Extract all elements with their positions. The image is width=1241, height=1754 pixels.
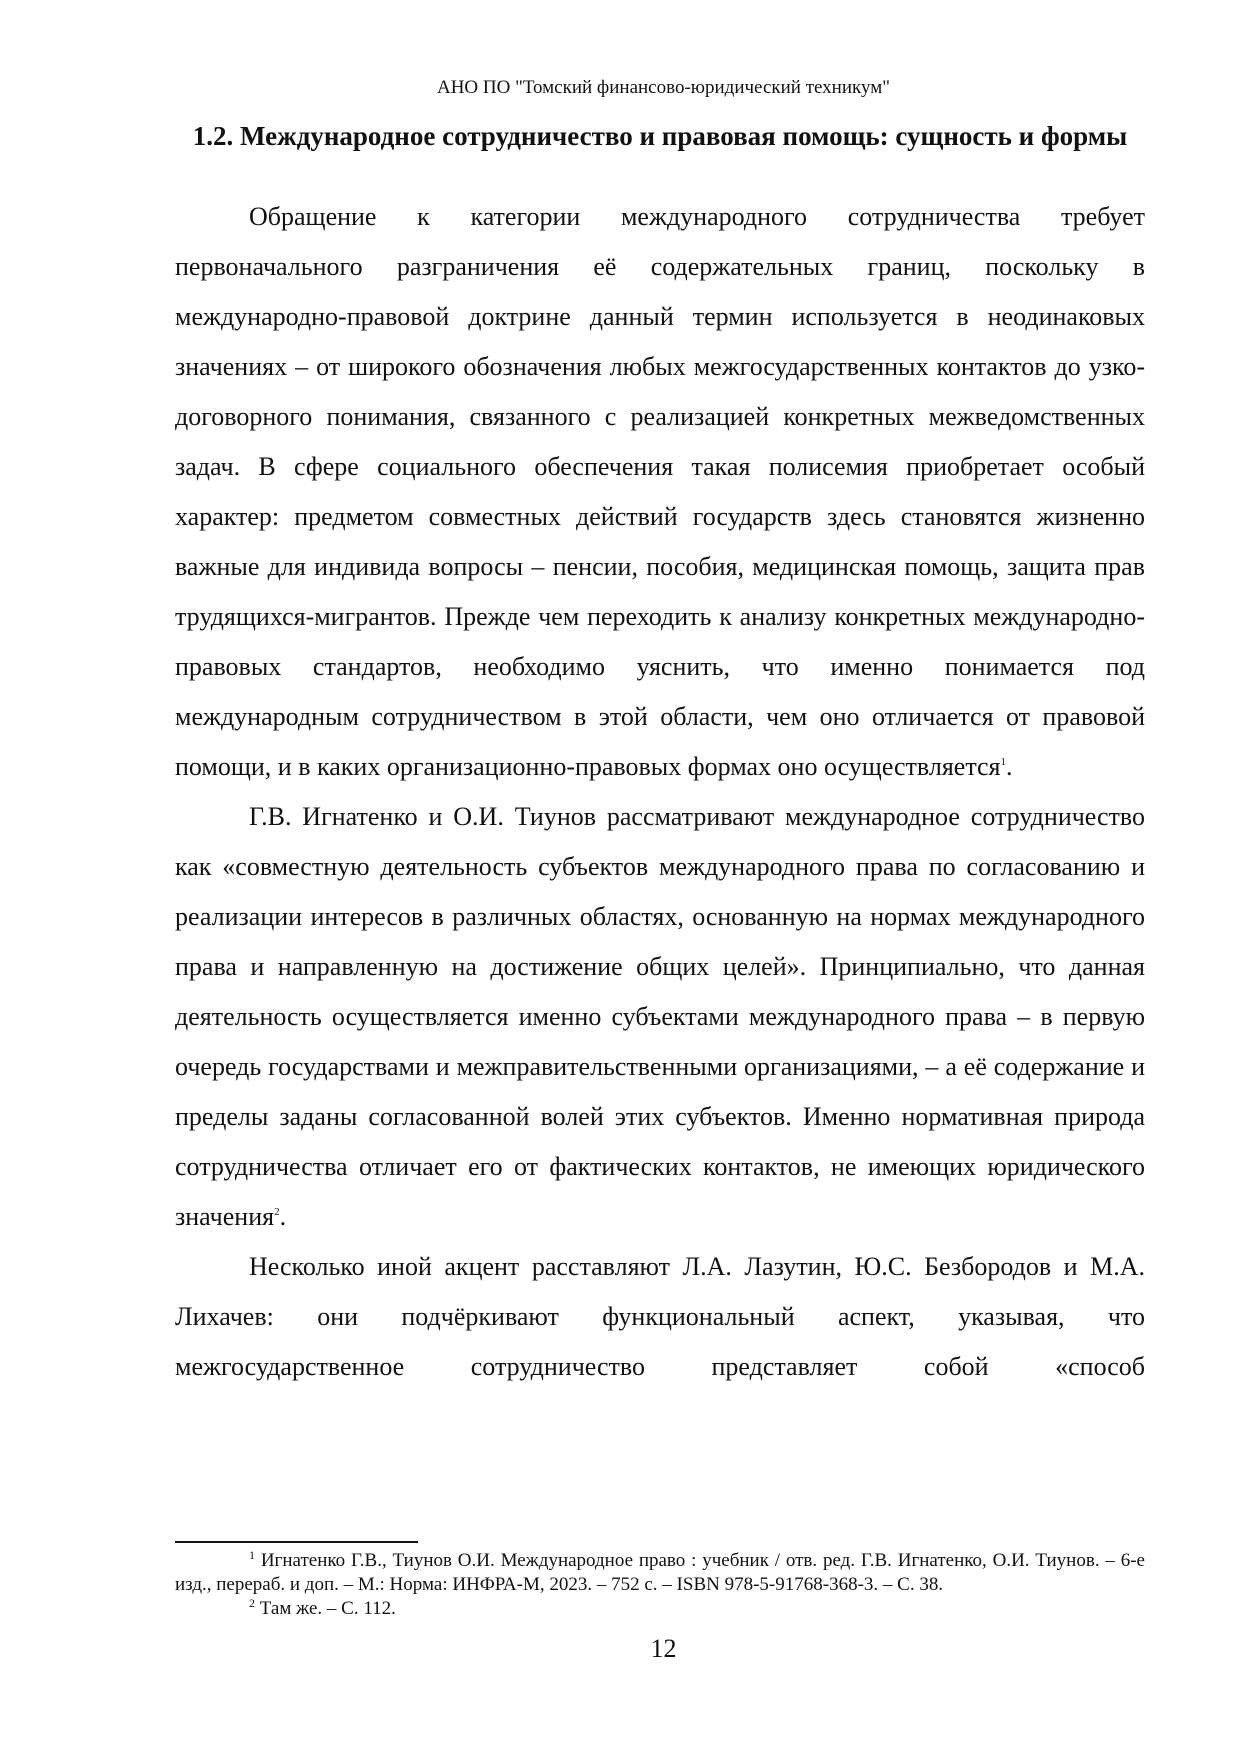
footnotes xyxy=(175,1549,1145,1621)
paragraph-2 xyxy=(175,792,1145,1242)
paragraph-3 xyxy=(175,1242,1145,1392)
paragraph-2-text: Г.В. Игнатенко и О.И. Тиунов рассматривают международное сотрудничество как «совместную деятельность субъектов международного права по согласованию и реализации интересов в различных областях, основанную на нормах международного права и направленную на достижение общих целей». Принципиально, что данная деятельность осуществляется именно субъектами международного права – в первую очередь государствами и межправительственными организациями, – а её содержание и пределы заданы согласованной волей этих субъектов. Именно нормативная природа сотрудничества отличает его от фактических контактов, не имеющих юридического значения xyxy=(175,802,1145,1231)
page-number: 12 xyxy=(650,1634,677,1663)
body-text xyxy=(175,192,1145,1392)
footnote-1-mark: 1 xyxy=(249,1548,255,1562)
paragraph-3-text: Несколько иной акцент расставляют Л.А. Лазутин, Ю.С. Безбородов и М.А. Лихачев: они подчёркивают функциональный аспект, указывая, что межгосударственное сотрудничество представляет собой «способ xyxy=(175,1252,1145,1381)
paragraph-1-text: Обращение к категории международного сотрудничества требует первоначального разграничения её содержательных границ, поскольку в международно-правовой доктрине данный термин используется в неодинаковых значениях – от широкого обозначения любых межгосударственных контактов до узко-договорного понимания, связанного с реализацией конкретных межведомственных задач. В сфере социального обеспечения такая полисемия приобретает особый характер: предметом совместных действий государств здесь становятся жизненно важные для индивида вопросы – пенсии, пособия, медицинская помощь, защита прав трудящихся-мигрантов. Прежде чем переходить к анализу конкретных международно-правовых стандартов, необходимо уяснить, что именно понимается под международным сотрудничеством в этой области, чем оно отличается от правовой помощи, и в каких организационно-правовых формах оно осуществляется xyxy=(175,202,1145,781)
section-title: 1.2. Международное сотрудничество и правовая помощь: сущность и формы xyxy=(192,121,1128,151)
footnote-2 xyxy=(175,1597,1145,1621)
footnote-reference-1[interactable]: 1 xyxy=(1000,756,1006,768)
footnote-1 xyxy=(175,1549,1145,1597)
footnote-2-mark: 2 xyxy=(249,1596,255,1610)
paragraph-1-tail: . xyxy=(1006,752,1013,781)
footnote-separator xyxy=(175,1541,418,1543)
footnote-2-text: Там же. – С. 112. xyxy=(259,1598,396,1619)
paragraph-1 xyxy=(175,192,1145,792)
footnote-1-text: Игнатенко Г.В., Тиунов О.И. Международное право : учебник / отв. ред. Г.В. Игнатенко, О.И. Тиунов. – 6-е изд., перераб. и доп. – М.: Норма: ИНФРА-М, 2023. – 752 с. – ISBN 978-5-91768-368-3. – С. 38. xyxy=(175,1550,1145,1595)
paragraph-2-tail: . xyxy=(279,1202,287,1231)
footnote-reference-2[interactable]: 2 xyxy=(274,1206,280,1218)
running-header: АНО ПО "Томский финансово-юридический техникум" xyxy=(436,77,891,98)
